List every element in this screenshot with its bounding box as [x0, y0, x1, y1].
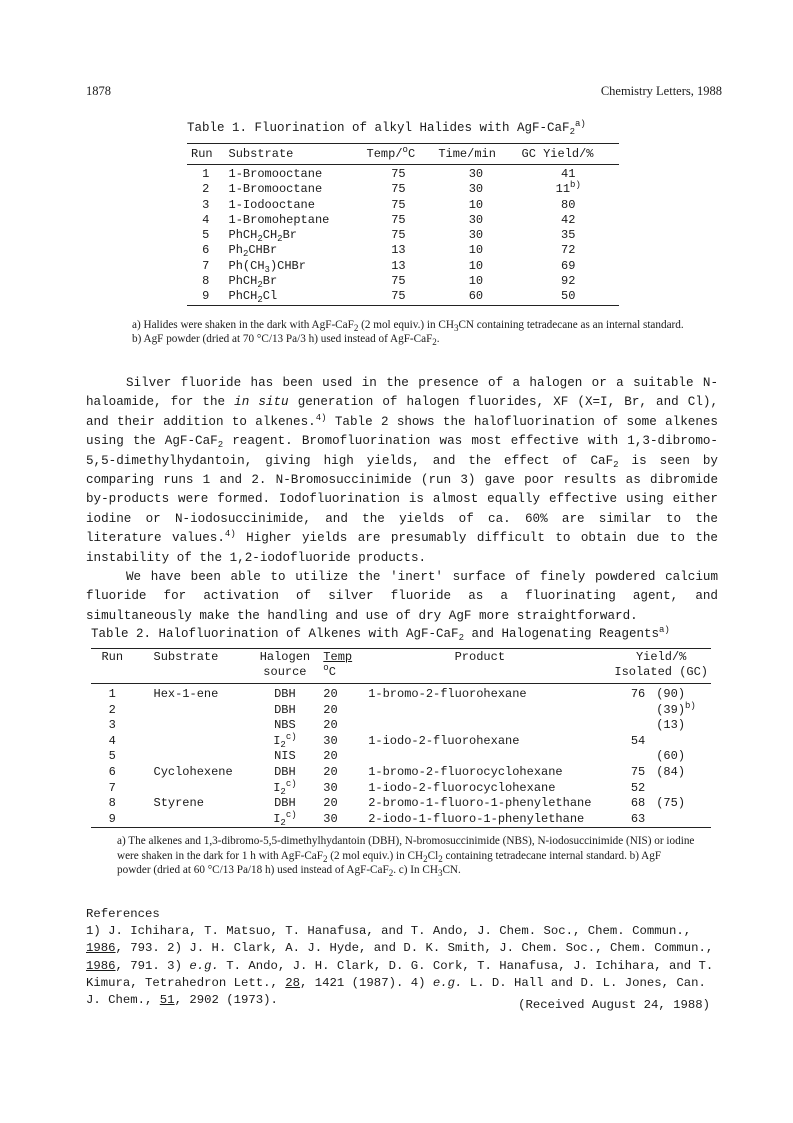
table2-cell-product: 1-bromo-2-fluorocyclohexane	[368, 764, 563, 779]
table1-cell-time: 30	[468, 182, 484, 197]
table1-cell-substrate: 1-Bromooctane	[228, 167, 323, 181]
table2-cell-temp: 20	[323, 764, 338, 779]
table1-cell-yield: 11$^{b)}$	[555, 180, 581, 197]
table2-cell-run: 4	[108, 733, 116, 748]
table2-cell-product	[365, 703, 594, 719]
table2-cell-temp: 30	[323, 811, 338, 826]
table2-cell-gc: (13)	[656, 718, 686, 733]
table2-cell-isolated: 75	[630, 764, 646, 779]
table1-cell-time: 60	[468, 289, 484, 304]
table2-footnotes	[117, 834, 697, 878]
table1-cell-temp: 13	[391, 258, 406, 273]
table2-cell-run: 2	[108, 702, 116, 717]
table1-cell-run: 3	[202, 197, 210, 212]
table2-header-temp: Temp $^o$C	[323, 650, 353, 679]
table2-cell-temp: 20	[323, 749, 338, 764]
table1-cell-substrate: PhCH$_2$Cl	[228, 289, 278, 306]
table2-cell-source: $I_2^{c)}$	[273, 809, 297, 828]
journal-running-head: Chemistry Letters, 1988	[600, 84, 722, 98]
table1-cell-yield: 72	[561, 243, 576, 258]
table2-cell-substrate: Hex-1-ene	[153, 687, 219, 701]
table1-cell-substrate: $Ph_2CHBr$	[228, 243, 278, 260]
table2-cell-temp: 30	[323, 733, 338, 748]
table2-cell-gc: $(39)^{b)}$	[656, 700, 696, 717]
table2-cell-source: NIS	[274, 749, 296, 764]
table2-cell-temp: 30	[323, 780, 338, 795]
table1-row	[187, 243, 619, 258]
table2-cell-run: 1	[108, 687, 116, 701]
table2-cell-source: DBH	[274, 687, 296, 701]
table2-cell-source: $I_2^{c)}$	[273, 731, 297, 750]
table2-header-product: Product	[454, 650, 506, 664]
table2-cell-gc: (60)	[656, 749, 686, 764]
table1-cell-yield: 42	[561, 212, 576, 227]
table1-row	[187, 198, 619, 213]
table1-cell-time: 30	[468, 212, 484, 227]
table2-cell-substrate	[134, 749, 250, 765]
table1-row	[187, 182, 619, 197]
table2-row	[91, 765, 711, 781]
table2-cell-product	[365, 718, 594, 734]
table2-header-run: Run	[101, 650, 124, 664]
table2-cell-source: $I_2^{c)}$	[273, 778, 297, 797]
table2-row	[91, 734, 711, 750]
table1-cell-substrate: $PhCH_2CH_2Br$	[228, 228, 297, 245]
table2-cell-product: 1-iodo-2-fluorohexane	[368, 733, 520, 748]
table2-cell-isolated	[594, 718, 648, 734]
table2-cell-run: 7	[108, 780, 116, 795]
table1-cell-yield: 80	[561, 197, 576, 212]
table2-row	[91, 781, 711, 797]
table2-cell-isolated: 68	[630, 796, 646, 811]
references-title: References	[86, 907, 160, 921]
table1-cell-time: 10	[468, 274, 484, 289]
table2-header-substrate: Substrate	[153, 650, 219, 664]
table1-cell-temp: 75	[391, 212, 406, 227]
table1-cell-time: 10	[468, 197, 484, 212]
table2-row	[91, 684, 711, 703]
table1-cell-time: 30	[468, 228, 484, 243]
table2	[91, 648, 711, 828]
table2-cell-temp: 20	[323, 796, 338, 811]
page-number: 1878	[86, 84, 111, 98]
table1-cell-temp: 75	[391, 289, 406, 304]
table1-cell-run: 1	[202, 167, 210, 181]
table2-cell-isolated	[594, 749, 648, 765]
table2-cell-product: 1-iodo-2-fluorocyclohexane	[368, 780, 556, 795]
received-date: (Received August 24, 1988)	[518, 998, 710, 1012]
table1-cell-run: 8	[202, 274, 210, 289]
table2-cell-gc	[648, 734, 711, 750]
table2-row	[91, 703, 711, 719]
table1-header-run: Run	[191, 147, 213, 161]
table2-cell-substrate	[134, 734, 250, 750]
table2-cell-run: 3	[108, 718, 116, 733]
table1-cell-temp: 13	[391, 243, 406, 258]
table1-caption: Table 1. Fluorination of alkyl Halides with AgF-CaF$_2^{a)}$	[187, 119, 586, 137]
table2-cell-run: 6	[108, 764, 116, 779]
table2-cell-source: DBH	[274, 764, 296, 779]
table2-header-halogen: Halogen source	[259, 650, 311, 679]
table1-row	[187, 165, 619, 183]
table1-cell-run: 2	[202, 182, 210, 197]
table2-row	[91, 749, 711, 765]
table2-cell-run: 9	[108, 811, 116, 826]
table1-cell-substrate: 1-Bromoheptane	[228, 212, 330, 227]
table2-cell-product	[365, 749, 594, 765]
table2-cell-run: 5	[108, 749, 116, 764]
table1-cell-substrate: PhCH$_2$Br	[228, 274, 278, 291]
table1	[187, 143, 619, 306]
table1-header-yield: GC Yield/%	[521, 147, 594, 161]
table2-cell-isolated: 54	[630, 733, 646, 748]
table1-header-temp: Temp/$^o$C	[366, 145, 416, 161]
references-list: 1) J. Ichihara, T. Matsuo, T. Hanafusa, and T. Ando, J. Chem. Soc., Chem. Commun., 1986, 793. 2) J. H. Clark, A. J. Hyde, and D. K. Smith, J. Chem. Soc., Chem. Commun., 1986, 791. 3) e.g. T. Ando, J. H. Clark, D. G. Cork, T. Hanafusa, J. Ichihara, and T. Kimura, Tetrahedron Lett., 28, 1421 (1987). 4) e.g. L. D. Hall and D. L. Jones, Can. J. Chem., 51, 2902 (1973).	[86, 924, 714, 1008]
references	[86, 906, 718, 1009]
table2-cell-temp: 20	[323, 687, 338, 701]
table1-cell-run: 4	[202, 212, 210, 227]
table1-cell-run: 9	[202, 289, 210, 304]
body-text	[86, 374, 718, 626]
table1-cell-time: 30	[468, 167, 484, 181]
table1-row	[187, 274, 619, 289]
table1-header-substrate: Substrate	[228, 147, 294, 161]
table1-body	[187, 165, 619, 306]
table2-row	[91, 718, 711, 734]
table1-header-row	[187, 144, 619, 165]
table2-cell-isolated: 52	[630, 780, 646, 795]
paragraph-halofluorination: Silver fluoride has been used in the presence of a halogen or a suitable N-haloamide, for the in situ generation of halogen fluorides, XF (X=I, Br, and Cl), and their addition to alkenes.$^{4)}$ Table 2 shows the halofluorination of some alkenes using the AgF-CaF$_2$ reagent. Bromofluorination was most effective with 1,3-dibromo-5,5-dimethylhydantoin, giving high yields, and the effect of CaF$_2$ is seen by comparing runs 1 and 2. N-Bromosuccinimide (run 3) gave poor results as dibromide by-products were formed. Iodofluorination is almost equally effective using either iodine or N-iodosuccinimide, and the yields of ca. 60% are similar to the literature values.$^{4)}$ Higher yields are presumably difficult to obtain due to the instability of the 1,2-iodofluoride products.	[86, 376, 718, 565]
table2-cell-isolated: 76	[630, 687, 646, 701]
table2-cell-gc	[648, 781, 711, 797]
table2-cell-isolated: 63	[630, 811, 646, 826]
table2-body	[91, 684, 711, 828]
table1-cell-time: 10	[468, 243, 484, 258]
table2-cell-substrate	[134, 718, 250, 734]
table1-header-time: Time/min	[438, 147, 496, 161]
table1-cell-temp: 75	[391, 197, 406, 212]
table2-cell-gc: (90)	[656, 687, 686, 701]
table1-cell-temp: 75	[391, 228, 406, 243]
table1-row	[187, 213, 619, 228]
table2-header-row	[91, 649, 711, 682]
table1-cell-substrate: $Ph(CH_3)CHBr$	[228, 258, 306, 275]
table2-row	[91, 796, 711, 812]
table1-cell-temp: 75	[391, 274, 406, 289]
table2-cell-substrate	[134, 781, 250, 797]
table1-cell-temp: 75	[391, 167, 406, 181]
table1-row	[187, 259, 619, 274]
table2-cell-temp: 20	[323, 702, 338, 717]
table2-cell-substrate	[134, 703, 250, 719]
table2-cell-substrate: Cyclohexene	[153, 764, 233, 779]
table2-caption: Table 2. Halofluorination of Alkenes with AgF-CaF$_2$ and Halogenating Reagents$^{a)}$	[91, 625, 670, 643]
table2-cell-substrate	[134, 812, 250, 828]
table1-cell-yield: 41	[561, 167, 576, 181]
table2-cell-gc: (84)	[656, 764, 686, 779]
table1-cell-run: 7	[202, 258, 210, 273]
table2-cell-source: DBH	[274, 702, 296, 717]
table2-cell-temp: 20	[323, 718, 338, 733]
table1-cell-time: 10	[468, 258, 484, 273]
table1-cell-yield: 35	[561, 228, 576, 243]
table1-row	[187, 289, 619, 305]
table2-cell-isolated	[594, 703, 648, 719]
table1-footnotes	[132, 318, 692, 347]
table1-cell-temp: 75	[391, 182, 406, 197]
table2-cell-substrate: Styrene	[153, 796, 204, 811]
table2-cell-source: DBH	[274, 796, 296, 811]
table1-note-text: a) Halides were shaken in the dark with AgF-CaF$_2$ (2 mol equiv.) in $CH_3CN$ containing tetradecane as an internal standard. b) AgF powder (dried at 70 °C/13 Pa/3 h) used instead of AgF-CaF$_2$.	[132, 319, 684, 348]
table2-header-yield: Yield/% Isolated (GC)	[614, 650, 708, 679]
paragraph-calcium-fluoride: We have been able to utilize the 'inert' surface of finely powdered calcium fluoride for activation of silver fluoride as a fluorinating agent, and simultaneously make the handling and use of dry AgF more straightforward.	[86, 570, 718, 623]
table2-cell-gc: (75)	[656, 796, 686, 811]
table1-cell-substrate: 1-Bromooctane	[228, 182, 323, 197]
table2-cell-gc	[648, 812, 711, 828]
table2-cell-product: 1-bromo-2-fluorohexane	[368, 687, 527, 701]
table1-cell-run: 5	[202, 228, 210, 243]
table1-cell-yield: 69	[561, 258, 576, 273]
table2-cell-product: 2-iodo-1-fluoro-1-phenylethane	[368, 811, 585, 826]
table1-cell-substrate: 1-Iodooctane	[228, 197, 315, 212]
table2-row	[91, 812, 711, 828]
table1-cell-yield: 50	[561, 289, 576, 304]
table2-note-text: a) The alkenes and 1,3-dibromo-5,5-dimethylhydantoin (DBH), N-bromosuccinimide (NBS), N-iodosuccinimide (NIS) or iodine were shaken in the dark for 1 h with AgF-CaF$_2$ (2 mol equiv.) in $CH_2Cl_2$ containing tetradecane internal standard. b) AgF powder (dried at 60 °C/13 Pa/18 h) used instead of AgF-CaF$_2$. c) In $CH_3CN$.	[117, 835, 695, 879]
table1-cell-yield: 92	[561, 274, 576, 289]
table1-row	[187, 228, 619, 243]
table2-cell-product: 2-bromo-1-fluoro-1-phenylethane	[368, 796, 592, 811]
table2-cell-run: 8	[108, 796, 116, 811]
table2-cell-source: NBS	[274, 718, 296, 733]
table1-cell-run: 6	[202, 243, 210, 258]
